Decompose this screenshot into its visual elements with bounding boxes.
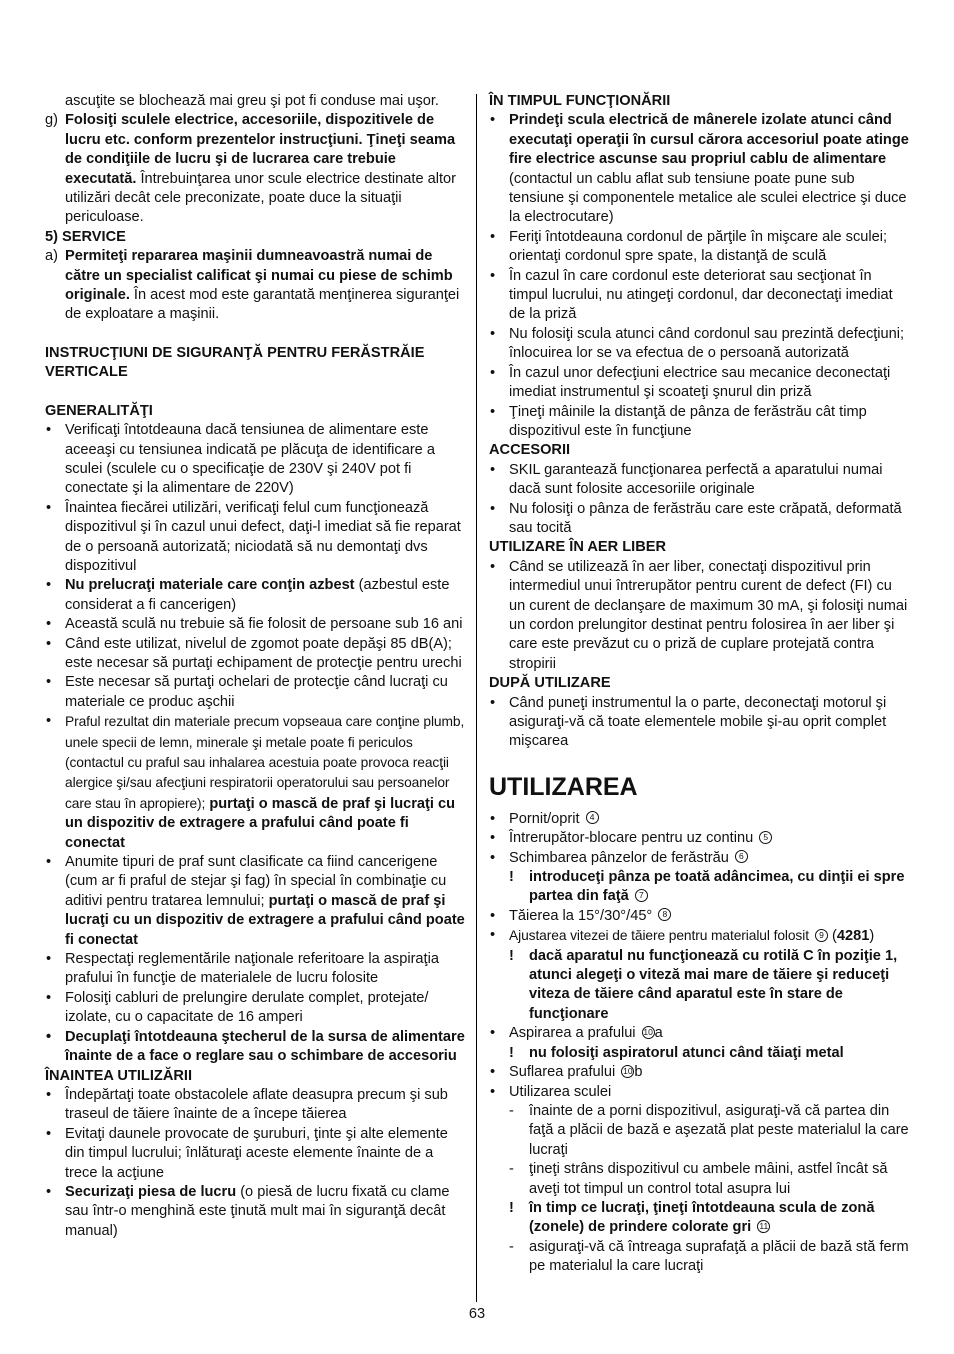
- service-heading: 5) SERVICE: [45, 228, 126, 245]
- plain-text: Suflarea prafului: [509, 1064, 616, 1081]
- ref-number-icon: 9: [815, 929, 828, 942]
- list-item: [45, 1183, 465, 1241]
- ref-suffix: a: [654, 1025, 663, 1042]
- dash-text: ţineţi strâns dispozitivul cu ambele mâini, astfel încât să aveţi tot timpul un control total asupra lui: [529, 1161, 888, 1197]
- ref-number-icon: 11: [757, 1220, 770, 1233]
- during-heading: ÎN TIMPUL FUNCŢIONĂRII: [489, 93, 671, 109]
- list-item: [489, 1063, 912, 1082]
- note-text: în timp ce lucraţi, ţineţi întotdeauna scula de zonă (zonele) de prindere colorate gri: [529, 1199, 875, 1236]
- list-item: • SKIL garantează funcţionarea perfectă a aparatului numai dacă sunt folosite accesoriile originale: [489, 461, 912, 500]
- ref-number-icon: 7: [635, 889, 648, 902]
- bold-text: Prindeţi scula electrică de mânerele izolate atunci când executaţi operaţii în cursul cărora accesoriul poate atinge fire electrice ascunse sau propriul cablu de alimentare: [509, 112, 909, 168]
- list-item: • Verificaţi întotdeauna dacă tensiunea de alimentare este aceeaşi cu tensiunea indicată pe plăcuţa de identificare a sculei (sculele cu o specificaţie de 230V şi 240V pot fi conectate şi la alimentare de 220V): [45, 421, 465, 499]
- warning-note: [489, 1044, 912, 1063]
- list-item: • Această sculă nu trebuie să fie folosit de persoane sub 16 ani: [45, 615, 465, 634]
- warning-note: [489, 868, 912, 907]
- exclamation-icon: !: [509, 1199, 514, 1216]
- list-item: [489, 829, 912, 848]
- plain-text: Întrerupător-blocare pentru uz continu: [509, 830, 754, 847]
- dash-marker: -: [509, 1238, 514, 1255]
- page-number: 63: [468, 1306, 486, 1322]
- plain-text: Anumite tipuri de praf sunt clasificate ca fiind cancerigene (cum ar fi praful de stejar şi fag) în special în combinaţie cu aditivi pentru tratarea lemnului;: [65, 854, 447, 909]
- list-item: • Ţineţi mâinile la distanţă de pânza de ferăstrău cât timp dispozitivul este în funcţiune: [489, 403, 912, 442]
- ref-number-icon: 8: [658, 908, 671, 921]
- dash-item: [489, 1160, 912, 1199]
- list-item: [489, 907, 912, 926]
- usage-list: [489, 810, 912, 868]
- plain-text: Praful rezultat din materiale precum vopseaua care conţine plumb, unele specii de lemn, minerale şi metale poate fi periculos (contactul cu praful sau inhalarea acestuia poate provoca reacţii alergice şi/sau afecţiuni respiratorii operatorului sau persoanelor care stau în apropiere);: [65, 714, 465, 811]
- after-use-list: [489, 694, 912, 752]
- during-list: [489, 111, 912, 441]
- bold-text: Nu prelucraţi materiale care conţin azbest: [65, 577, 355, 594]
- plain-text: (o piesă de lucru fixată cu clame sau într-o menghină este ţinută mult mai în siguranţă decât manual): [65, 1183, 450, 1239]
- list-item: • Când este utilizat, nivelul de zgomot poate depăşi 85 dB(A); este necesar să purtaţi echipament de protecţie pentru urechi: [45, 635, 465, 674]
- dash-item: [489, 1102, 912, 1160]
- list-item: [489, 849, 912, 868]
- list-item: • Este necesar să purtaţi ochelari de protecţie când lucraţi cu materiale ce produc aşchii: [45, 673, 465, 712]
- note-text: introduceţi pânza pe toată adâncimea, cu dinţii ei spre partea din faţă: [529, 869, 905, 905]
- ref-number-icon: 4: [586, 811, 599, 824]
- outdoor-list: [489, 558, 912, 674]
- usage-list-2: [489, 907, 912, 947]
- after-use-heading: DUPĂ UTILIZARE: [489, 675, 611, 692]
- safety-heading: INSTRUCŢIUNI DE SIGURANŢĂ PENTRU FERĂSTRĂIE VERTICALE: [45, 344, 425, 381]
- item-a-bold: Permiteţi repararea maşinii dumneavoastră numai de către un specialist calificat şi numai cu piese de schimb originale.: [65, 248, 453, 304]
- ref-number-icon: 5: [759, 831, 772, 844]
- plain-text: (azbestul este considerat a fi cancerigen): [65, 577, 450, 613]
- list-item: • Înaintea fiecărei utilizări, verificaţi felul cum funcţionează dispozitivul şi în cazul unui defect, daţi-l imediat să fie reparat de o persoană autorizată; niciodată să nu demontaţi dvs dispozitivul: [45, 499, 465, 577]
- before-use-list: [45, 1086, 465, 1241]
- column-divider: [476, 94, 477, 1302]
- list-item: • Când puneţi instrumentul la o parte, deconectaţi motorul şi asiguraţi-vă că toate elementele mobile şi-au oprit complet mişcarea: [489, 694, 912, 752]
- ref-number-icon: 10: [623, 1065, 633, 1076]
- exclamation-icon: !: [509, 1044, 514, 1061]
- item-a-text: În acest mod este garantată menţinerea siguranţei de exploatare a maşinii.: [65, 287, 460, 323]
- model-number: 4281: [836, 928, 870, 945]
- list-item: [489, 111, 912, 227]
- usage-title: UTILIZAREA: [489, 772, 638, 801]
- item-g-text: Întrebuinţarea unor scule electrice destinate altor utilizări decât cele preconizate, poate duce la situaţii periculoase.: [65, 170, 457, 226]
- warning-note: [489, 947, 912, 1025]
- before-use-heading: ÎNAINTEA UTILIZĂRII: [45, 1067, 193, 1084]
- list-item: [489, 1024, 912, 1043]
- usage-list-4: [489, 1063, 912, 1102]
- bold-text: Securizaţi piesa de lucru: [65, 1183, 237, 1200]
- list-item: • Feriţi întotdeauna cordonul de părţile în mişcare ale sculei; orientaţi cordonul spre spate, la distanţă de sculă: [489, 228, 912, 267]
- list-item: [489, 810, 912, 829]
- warning-note: [489, 1199, 912, 1238]
- list-item: • În cazul unor defecţiuni electrice sau mecanice deconectaţi imediat instrumentul şi scoateţi şnurul din priză: [489, 364, 912, 403]
- dash-text: înainte de a porni dispozitivul, asiguraţi-vă că partea din faţă a plăcii de bază e aşezată plat peste materialul la care lucraţi: [529, 1102, 909, 1158]
- outdoor-heading: UTILIZARE ÎN AER LIBER: [489, 539, 667, 556]
- general-list: [45, 421, 465, 1066]
- bold-text: purtaţi o mască de praf şi lucraţi cu un dispozitiv de extragere a prafului când poate fi conectat: [65, 892, 465, 948]
- ref-suffix: b: [634, 1064, 643, 1081]
- dash-marker: -: [509, 1161, 514, 1178]
- exclamation-icon: !: [509, 869, 514, 886]
- item-a-marker: a): [45, 248, 58, 265]
- note-text: dacă aparatul nu funcţionează cu rotilă C în poziţie 1, atunci alegeţi o viteză mai mare de tăiere şi reduceţi viteza de tăiere când aparatul este în stare de funcţionare: [529, 947, 898, 1022]
- list-item: [45, 712, 465, 853]
- dash-text: asiguraţi-vă că întreaga suprafaţă a plăcii de bază stă ferm pe materialul la care lucraţi: [529, 1238, 909, 1275]
- plain-text: Schimbarea pânzelor de ferăstrău: [509, 849, 729, 866]
- ref-number-icon: 10: [643, 1026, 653, 1037]
- list-item: • Evitaţi daunele provocate de şuruburi, ţinte şi alte elemente din timpul lucrului; înlăturaţi aceste elemente înainte de a trece la acţiune: [45, 1125, 465, 1183]
- item-g-marker: g): [45, 112, 58, 129]
- general-heading: GENERALITĂŢI: [45, 402, 153, 419]
- usage-list-3: [489, 1024, 912, 1043]
- list-item: • Decuplaţi întotdeauna ştecherul de la sursa de alimentare înainte de a face o reglare sau o schimbare de accesoriu: [45, 1028, 465, 1067]
- list-item: [45, 853, 465, 950]
- list-item: • Utilizarea sculei: [489, 1083, 912, 1102]
- item-a: [45, 247, 465, 325]
- item-g: [45, 111, 465, 227]
- exclamation-icon: !: [509, 947, 514, 964]
- list-item: [45, 576, 465, 615]
- item-g-bold: Folosiţi sculele electrice, accesoriile, dispozitivele de lucru etc. conform prezentelor instrucţiuni. Ţineţi seama de condiţiile de lucru şi de lucrarea care trebuie executată.: [65, 112, 456, 187]
- list-item: • Îndepărtaţi toate obstacolele aflate deasupra precum şi sub traseul de tăiere înainte de a începe tăierea: [45, 1086, 465, 1125]
- bold-text: purtaţi o mască de praf şi lucraţi cu un dispozitiv de extragere a prafului când poate fi conectat: [65, 795, 456, 851]
- list-item: • Respectaţi reglementările naţionale referitoare la aspiraţia prafului în funcţie de materialele de lucru folosite: [45, 950, 465, 989]
- accessories-heading: ACCESORII: [489, 442, 571, 459]
- dash-marker: -: [509, 1102, 514, 1119]
- ref-number-icon: 6: [735, 850, 748, 863]
- right-column: [489, 92, 912, 1277]
- plain-text: Tăierea la 15°/30°/45°: [509, 907, 653, 924]
- accessories-list: [489, 461, 912, 539]
- note-text: nu folosiţi aspiratorul atunci când tăiaţi metal: [529, 1044, 844, 1061]
- left-column: [45, 92, 465, 1241]
- list-item: • Când se utilizează în aer liber, conectaţi dispozitivul prin intermediul unui întrerupător pentru curent de defect (FI) cu un curent de declanşare de maximum 30 mA, şi folosiţi numai un cordon prelungitor destinat pentru folosirea în aer liber şi care este prevăzut cu o priză de cuplare protejată contra stropirii: [489, 558, 912, 674]
- dash-item: [489, 1238, 912, 1277]
- list-item: • Nu folosiţi scula atunci când cordonul sau prezintă defecţiuni; înlocuirea lor se va efectua de o persoană autorizată: [489, 325, 912, 364]
- list-item: • În cazul în care cordonul este deteriorat sau secţionat în timpul lucrului, nu atingeţi cordonul, dar deconectaţi imediat de la priză: [489, 267, 912, 325]
- plain-text: Pornit/oprit: [509, 810, 580, 827]
- paragraph-continued: ascuţite se blochează mai greu şi pot fi conduse mai uşor.: [65, 93, 439, 109]
- list-item: • Ajustarea vitezei de tăiere pentru materialul folosit 9 (4281): [489, 926, 912, 946]
- list-item: • Folosiţi cabluri de prelungire derulate complet, protejate/ izolate, cu o capacitate de 16 amperi: [45, 989, 465, 1028]
- plain-text: Ajustarea vitezei de tăiere pentru materialul folosit: [509, 928, 809, 944]
- plain-text: Aspirarea a prafului: [509, 1025, 636, 1042]
- plain-text: (contactul un cablu aflat sub tensiune poate pune sub tensiune şi componentele metalice ale sculei electrice şi duce la electrocutare): [509, 170, 907, 226]
- list-item: • Nu folosiţi o pânza de ferăstrău care este crăpată, deformată sau tocită: [489, 500, 912, 539]
